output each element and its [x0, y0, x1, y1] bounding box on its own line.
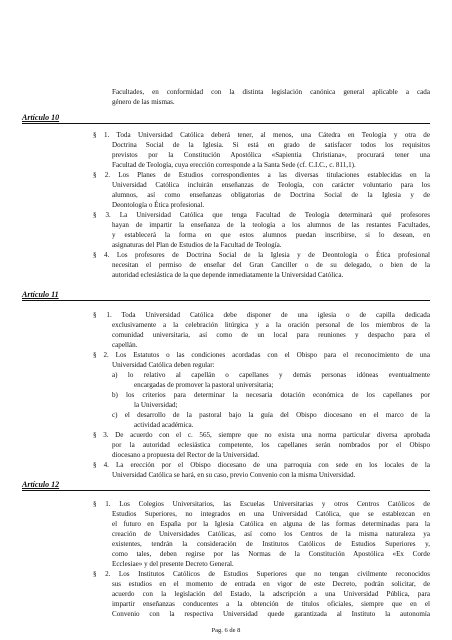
- paragraph-line: § 2. Los Planes de Estudios correspondientes a las diversas titulaciones establecidas en la: [93, 171, 430, 179]
- section-heading-articulo-12: Artículo 12: [22, 480, 60, 489]
- paragraph-line: Doctrina Social de la Iglesia. Si está en grado de satisfacer todos los requisitos: [112, 141, 430, 149]
- paragraph-line: impartir enseñanzas conducentes a la obtención de títulos oficiales, siempre que en el: [112, 600, 430, 608]
- paragraph-line: necesitan el permiso de enseñar del Gran Canciller o de su delegado, o bien de la: [112, 261, 430, 269]
- paragraph-line: hayan de impartir la enseñanza de la teología a los alumnos de las restantes Facultades,: [112, 221, 430, 229]
- paragraph-line: § 2. Los Institutos Católicos de Estudios Superiores que no tengan civilmente reconocidos: [93, 570, 430, 578]
- paragraph-line: como tales, deben regirse por las Normas de la Constitución Apostólica «Ex Corde: [112, 550, 430, 558]
- paragraph-line: § 4. La erección por el Obispo diocesano de una parroquia con sede en los locales de la: [93, 461, 430, 469]
- list-item-line: c) el desarrollo de la pastoral bajo la guía del Obispo diocesano en el marco de la: [112, 411, 430, 419]
- paragraph-line: Deontología o Ética profesional.: [112, 201, 205, 209]
- paragraph-line: Universidad Católica se hará, en su caso, previo Convenio con la misma Universidad.: [112, 471, 356, 479]
- paragraph-line: Estudios Superiores, no integrados en una Universidad Católica, que se establezcan en: [112, 510, 430, 518]
- paragraph-line: y establecerá la forma en que estos alumnos puedan inscribirse, si lo desean, en: [112, 231, 430, 239]
- paragraph-line: § 1. Toda Universidad Católica debe disponer de una iglesia o de capilla dedicada: [93, 311, 430, 319]
- section-divider: [22, 300, 430, 301]
- paragraph-line: sus estudios en el momento de entrada en vigor de este Decreto, podrán solicitar, de: [112, 580, 430, 588]
- page-number: Pag. 6 de 8: [211, 627, 241, 634]
- paragraph-line: acuerdo con la legislación del Estado, la adscripción a una Universidad Pública, para: [112, 590, 430, 598]
- paragraph-line: exclusivamente a la celebración litúrgica y a la oración personal de los miembros de la: [112, 321, 430, 329]
- paragraph-line: autoridad eclesiástica de la que depende inmediatamente la Universidad Católica.: [112, 271, 344, 279]
- paragraph-line: Universidad Católica incluirán enseñanzas de Teología, con carácter voluntario para los: [112, 181, 430, 189]
- list-item-line: encargadas de promover la pastoral universitaria;: [134, 381, 274, 389]
- paragraph-line: § 3. La Universidad Católica que tenga Facultad de Teología determinará qué profesores: [93, 211, 430, 219]
- paragraph-line: Ecclesiae» y del presente Decreto General.: [112, 560, 234, 568]
- paragraph-line: existentes, tendrán la consideración de Institutos Católicos de Estudios Superiores y,: [112, 540, 430, 548]
- paragraph-line: creación de Universidades Católicas, así como los Centros de la misma naturaleza ya: [112, 530, 430, 538]
- paragraph-line: § 4. Los profesores de Doctrina Social de la Iglesia y de Deontología o Ética profesional: [93, 251, 430, 259]
- list-item-line: la Universidad;: [134, 401, 178, 409]
- section-heading-articulo-11: Artículo 11: [22, 290, 59, 299]
- intro-line: Facultades, en conformidad con la distinta legislación canónica general aplicable a cada: [112, 88, 430, 96]
- paragraph-line: previstos por la Constitución Apostólica «Sapientia Christiana», procurará tener una: [112, 151, 430, 159]
- list-item-line: b) los criterios para determinar la necesaria dotación económica de los capellanes por: [112, 391, 430, 399]
- paragraph-line: asignaturas del Plan de Estudios de la Facultad de Teología.: [112, 241, 282, 249]
- paragraph-line: Convenio con la respectiva Universidad quede garantizada al Instituto la autonomía: [112, 610, 430, 618]
- section-heading-articulo-10: Artículo 10: [22, 113, 60, 122]
- intro-line: género de las mismas.: [112, 98, 175, 106]
- paragraph-line: § 1. Los Colegios Universitarios, las Escuelas Universitarias y otros Centros Católicos de: [93, 500, 430, 508]
- paragraph-line: comunidad universitaria, así como de un local para reuniones y despacho para el: [112, 331, 430, 339]
- paragraph-line: Facultad de Teología, cuya erección corresponde a la Santa Sede (cf. C.I.C., c. 811,1).: [112, 161, 356, 169]
- paragraph-line: Universidad Católica deben regular:: [112, 361, 215, 369]
- paragraph-line: § 2. Los Estatutos o las condiciones acordadas con el Obispo para el reconocimiento de una: [93, 351, 430, 359]
- paragraph-line: capellán.: [112, 341, 138, 349]
- paragraph-line: § 3. De acuerdo con el c. 565, siempre que no exista una norma particular diversa aprobada: [93, 431, 430, 439]
- section-divider: [22, 123, 430, 124]
- paragraph-line: diocesano a propuesta del Rector de la Universidad.: [112, 451, 260, 459]
- list-item-line: actividad académica.: [134, 421, 194, 429]
- section-divider: [22, 490, 430, 491]
- paragraph-line: § 1. Toda Universidad Católica deberá tener, al menos, una Cátedra en Teología y otra de: [93, 131, 430, 139]
- paragraph-line: por la autoridad eclesiástica competente, los capellanes serán nombrados por el Obispo: [112, 441, 430, 449]
- paragraph-line: alumnos, así como enseñanzas obligatorias de Doctrina Social de la Iglesia y de: [112, 191, 430, 199]
- paragraph-line: el futuro en España por la Iglesia Católica en alguna de las formas determinadas para la: [112, 520, 430, 528]
- list-item-line: a) lo relativo al capellán o capellanes y demás personas idóneas eventualmente: [112, 371, 430, 379]
